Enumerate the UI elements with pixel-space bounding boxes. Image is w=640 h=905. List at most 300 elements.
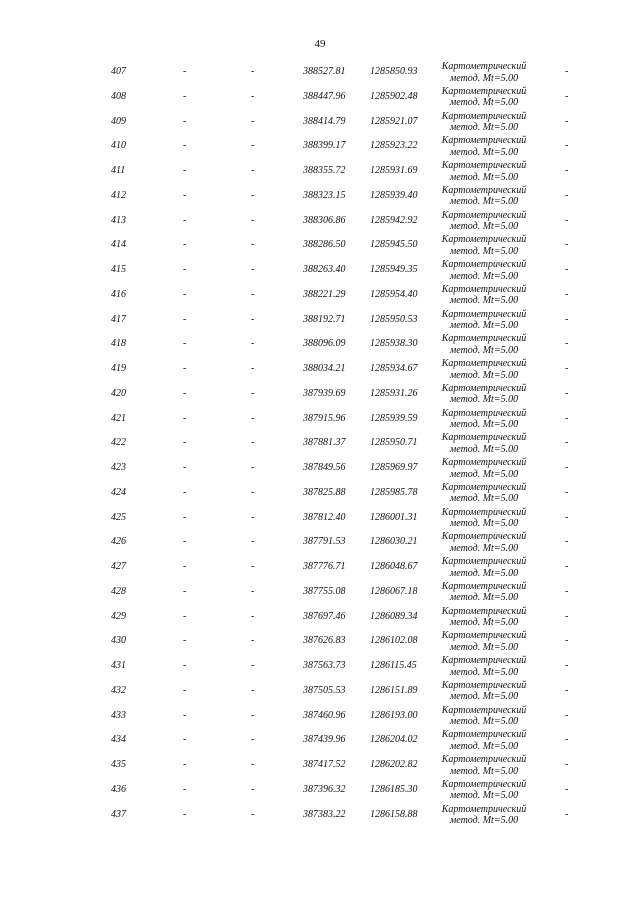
method-line-2: метод. Mt=5.00 [449,320,519,331]
coordinate-x: 388323.15 [303,189,346,201]
table-row [0,580,640,605]
empty-dash-2: - [251,313,255,325]
coordinate-x: 387755.08 [303,585,346,597]
empty-dash-3: - [565,90,569,102]
table-row [0,308,640,333]
coordinate-x: 388263.40 [303,264,346,275]
empty-dash-1: - [183,511,187,523]
method-cell [424,61,544,84]
method-line-2: метод. Mt=5.00 [449,221,519,232]
table-row [0,629,640,654]
empty-dash-3: - [565,115,569,127]
coordinate-x: 387791.53 [303,536,346,548]
coordinate-x: 388221.29 [303,288,346,300]
method-line-2: метод. Mt=5.00 [449,567,519,579]
method-line-2: метод. Mt=5.00 [449,592,519,604]
empty-dash-3: - [565,387,569,399]
method-line-1: Картометрический [441,61,527,72]
empty-dash-2: - [251,140,255,152]
coordinate-y: 1286001.31 [370,511,418,523]
method-line-1: Картометрический [441,778,527,790]
point-number: 420 [111,387,126,399]
method-line-2: метод. Mt=5.00 [449,790,519,802]
point-number: 418 [111,338,126,350]
coordinate-y: 1286048.67 [370,561,418,572]
coordinate-y: 1286030.21 [370,536,418,548]
empty-dash-2: - [251,511,255,523]
method-line-2: метод. Mt=5.00 [449,295,519,307]
method-cell [424,804,544,827]
empty-dash-1: - [183,115,187,127]
empty-dash-3: - [565,214,569,226]
coordinate-y: 1286204.02 [370,734,418,746]
point-number: 410 [111,140,126,152]
method-line-2: метод. Mt=5.00 [449,641,519,653]
method-line-2: метод. Mt=5.00 [449,542,519,554]
point-number: 408 [111,90,126,102]
empty-dash-3: - [565,189,569,201]
method-cell [424,86,544,109]
coordinate-x: 388399.17 [303,140,346,152]
method-line-1: Картометрический [441,160,527,171]
method-line-1: Картометрический [441,457,527,468]
coordinates-table [0,60,640,827]
empty-dash-3: - [565,363,569,374]
empty-dash-2: - [251,115,255,127]
method-line-1: Картометрический [441,184,527,196]
method-line-1: Картометрический [441,110,527,122]
empty-dash-1: - [183,660,187,671]
coordinate-y: 1286089.34 [370,610,418,622]
method-line-1: Картометрический [441,283,527,295]
table-row [0,481,640,506]
method-cell [424,606,544,629]
table-row [0,85,640,110]
empty-dash-3: - [565,437,569,449]
coordinate-y: 1286115.45 [370,660,417,671]
method-cell [424,556,544,579]
table-row [0,233,640,258]
empty-dash-1: - [183,783,187,795]
empty-dash-3: - [565,66,569,77]
table-row [0,456,640,481]
empty-dash-3: - [565,783,569,795]
coordinate-y: 1285902.48 [370,90,418,102]
method-line-2: метод. Mt=5.00 [449,666,519,678]
empty-dash-3: - [565,759,569,770]
empty-dash-2: - [251,486,255,498]
coordinate-y: 1285939.59 [370,412,418,424]
method-cell [424,581,544,604]
method-cell [424,507,544,530]
coordinate-x: 387626.83 [303,635,346,647]
empty-dash-3: - [565,313,569,325]
empty-dash-1: - [183,363,187,374]
table-row [0,407,640,432]
empty-dash-2: - [251,239,255,251]
coordinate-x: 388096.09 [303,338,346,350]
method-line-2: метод. Mt=5.00 [449,716,519,727]
empty-dash-3: - [565,165,569,176]
table-row [0,110,640,135]
coordinate-x: 387563.73 [303,660,346,671]
table-row [0,357,640,382]
empty-dash-3: - [565,808,569,820]
empty-dash-1: - [183,66,187,77]
empty-dash-1: - [183,486,187,498]
empty-dash-3: - [565,338,569,350]
empty-dash-2: - [251,338,255,350]
method-cell [424,259,544,282]
table-row [0,332,640,357]
empty-dash-3: - [565,684,569,696]
coordinate-y: 1285921.07 [370,115,418,127]
point-number: 423 [111,462,126,473]
point-number: 435 [111,759,126,770]
method-line-2: метод. Mt=5.00 [449,196,519,208]
empty-dash-2: - [251,734,255,746]
point-number: 413 [111,214,126,226]
method-line-1: Картометрический [441,481,527,493]
coordinate-y: 1285950.71 [370,437,418,449]
empty-dash-2: - [251,462,255,473]
coordinate-y: 1286102.08 [370,635,418,647]
method-cell [424,432,544,455]
method-line-1: Картометрический [441,580,527,592]
point-number: 411 [111,165,126,176]
coordinate-x: 387812.40 [303,511,346,523]
page-number: 49 [314,38,326,50]
table-row [0,753,640,778]
point-number: 431 [111,660,126,671]
empty-dash-2: - [251,412,255,424]
method-line-1: Картометрический [441,506,527,518]
coordinate-x: 387849.56 [303,462,346,473]
method-cell [424,210,544,233]
table-row [0,605,640,630]
table-row [0,283,640,308]
table-row [0,209,640,234]
method-cell [424,531,544,554]
method-line-1: Картометрический [441,704,527,716]
empty-dash-2: - [251,783,255,795]
table-row [0,679,640,704]
empty-dash-2: - [251,709,255,721]
method-line-2: метод. Mt=5.00 [449,518,519,529]
table-row [0,134,640,159]
empty-dash-2: - [251,808,255,820]
method-line-1: Картометрический [441,655,527,666]
table-row [0,382,640,407]
coordinate-x: 387439.96 [303,734,346,746]
empty-dash-2: - [251,363,255,374]
empty-dash-2: - [251,288,255,300]
method-cell [424,630,544,653]
method-cell [424,655,544,678]
coordinate-x: 387417.52 [303,759,346,770]
empty-dash-2: - [251,561,255,572]
method-cell [424,309,544,332]
method-line-2: метод. Mt=5.00 [449,617,519,628]
empty-dash-1: - [183,338,187,350]
table-row [0,159,640,184]
empty-dash-3: - [565,561,569,572]
point-number: 421 [111,412,126,424]
method-line-1: Картометрический [441,556,527,567]
method-line-2: метод. Mt=5.00 [449,740,519,752]
empty-dash-1: - [183,214,187,226]
method-cell [424,284,544,307]
coordinate-y: 1286067.18 [370,585,418,597]
empty-dash-1: - [183,759,187,770]
method-line-2: метод. Mt=5.00 [449,443,519,455]
method-cell [424,729,544,752]
empty-dash-1: - [183,585,187,597]
point-number: 415 [111,264,126,275]
empty-dash-1: - [183,561,187,572]
empty-dash-1: - [183,140,187,152]
method-cell [424,135,544,158]
point-number: 407 [111,66,126,77]
empty-dash-2: - [251,264,255,275]
empty-dash-1: - [183,437,187,449]
point-number: 429 [111,610,126,622]
method-line-1: Картометрический [441,432,527,444]
empty-dash-2: - [251,90,255,102]
method-line-2: метод. Mt=5.00 [449,122,519,133]
coordinate-y: 1285985.78 [370,486,418,498]
empty-dash-2: - [251,387,255,399]
empty-dash-3: - [565,239,569,251]
empty-dash-1: - [183,239,187,251]
method-cell [424,185,544,208]
point-number: 436 [111,783,126,795]
empty-dash-1: - [183,189,187,201]
coordinate-x: 387939.69 [303,387,346,399]
method-cell [424,680,544,703]
empty-dash-3: - [565,140,569,152]
table-row [0,60,640,85]
method-line-1: Картометрический [441,605,527,617]
empty-dash-1: - [183,165,187,176]
table-row [0,258,640,283]
method-line-2: метод. Mt=5.00 [449,97,519,109]
coordinate-y: 1285938.30 [370,338,418,350]
method-cell [424,779,544,802]
method-line-2: метод. Mt=5.00 [449,146,519,158]
coordinate-x: 388447.96 [303,90,346,102]
coordinate-y: 1285931.26 [370,387,418,399]
method-line-2: метод. Mt=5.00 [449,765,519,777]
method-line-1: Картометрический [441,729,527,741]
method-cell [424,111,544,134]
empty-dash-1: - [183,90,187,102]
point-number: 432 [111,684,126,696]
coordinate-y: 1285950.53 [370,313,418,325]
method-cell [424,333,544,356]
table-row [0,530,640,555]
empty-dash-3: - [565,536,569,548]
empty-dash-3: - [565,610,569,622]
coordinate-y: 1285934.67 [370,363,418,374]
point-number: 437 [111,808,126,820]
empty-dash-3: - [565,288,569,300]
method-line-2: метод. Mt=5.00 [449,245,519,257]
point-number: 412 [111,189,126,201]
coordinate-x: 387776.71 [303,561,346,572]
method-cell [424,482,544,505]
method-line-2: метод. Mt=5.00 [449,394,519,406]
empty-dash-3: - [565,462,569,473]
coordinate-x: 388034.21 [303,363,346,374]
coordinate-y: 1286158.88 [370,808,418,820]
method-cell [424,457,544,480]
empty-dash-1: - [183,610,187,622]
method-line-2: метод. Mt=5.00 [449,369,519,381]
empty-dash-1: - [183,462,187,473]
coordinate-y: 1286185.30 [370,783,418,795]
method-line-1: Картометрический [441,308,527,320]
point-number: 424 [111,486,126,498]
coordinate-x: 388192.71 [303,313,346,325]
empty-dash-1: - [183,387,187,399]
coordinate-y: 1285954.40 [370,288,418,300]
point-number: 417 [111,313,126,325]
empty-dash-3: - [565,412,569,424]
method-line-1: Картометрический [441,531,527,543]
coordinate-x: 388286.50 [303,239,346,251]
method-line-1: Картометрический [441,259,527,270]
coordinate-y: 1286151.89 [370,684,418,696]
empty-dash-2: - [251,610,255,622]
empty-dash-1: - [183,684,187,696]
empty-dash-2: - [251,635,255,647]
empty-dash-1: - [183,264,187,275]
point-number: 430 [111,635,126,647]
coordinate-x: 388527.81 [303,66,346,77]
coordinate-y: 1285945.50 [370,239,418,251]
method-line-2: метод. Mt=5.00 [449,815,519,826]
method-line-2: метод. Mt=5.00 [449,493,519,505]
method-cell [424,234,544,257]
empty-dash-3: - [565,660,569,671]
table-row [0,184,640,209]
method-line-1: Картометрический [441,333,527,345]
empty-dash-1: - [183,288,187,300]
method-line-1: Картометрический [441,679,527,691]
coordinate-x: 388306.86 [303,214,346,226]
coordinate-x: 387396.32 [303,783,346,795]
point-number: 426 [111,536,126,548]
coordinate-y: 1285931.69 [370,165,418,176]
coordinate-x: 387697.46 [303,610,346,622]
coordinate-x: 387383.22 [303,808,346,820]
coordinate-y: 1286202.82 [370,759,418,770]
point-number: 434 [111,734,126,746]
empty-dash-1: - [183,313,187,325]
empty-dash-1: - [183,709,187,721]
empty-dash-3: - [565,511,569,523]
empty-dash-3: - [565,734,569,746]
method-line-1: Картометрический [441,209,527,221]
method-cell [424,408,544,431]
method-line-2: метод. Mt=5.00 [449,691,519,703]
method-cell [424,358,544,381]
coordinate-y: 1286193.00 [370,709,418,721]
table-row [0,506,640,531]
coordinate-x: 388355.72 [303,165,346,176]
method-line-2: метод. Mt=5.00 [449,171,519,183]
table-row [0,728,640,753]
empty-dash-1: - [183,412,187,424]
coordinate-x: 387915.96 [303,412,346,424]
empty-dash-1: - [183,536,187,548]
coordinate-x: 387460.96 [303,709,346,721]
method-line-1: Картометрический [441,234,527,246]
method-line-2: метод. Mt=5.00 [449,419,519,430]
method-line-1: Картометрический [441,803,527,815]
coordinate-y: 1285923.22 [370,140,418,152]
empty-dash-2: - [251,585,255,597]
coordinate-x: 387881.37 [303,437,346,449]
empty-dash-3: - [565,709,569,721]
method-line-2: метод. Mt=5.00 [449,344,519,356]
point-number: 414 [111,239,126,251]
point-number: 422 [111,437,126,449]
empty-dash-3: - [565,635,569,647]
coordinate-y: 1285949.35 [370,264,418,275]
point-number: 428 [111,585,126,597]
empty-dash-3: - [565,585,569,597]
coordinate-x: 387505.53 [303,684,346,696]
point-number: 416 [111,288,126,300]
table-row [0,654,640,679]
table-row [0,704,640,729]
coordinate-y: 1285939.40 [370,189,418,201]
empty-dash-2: - [251,66,255,77]
method-cell [424,160,544,183]
point-number: 409 [111,115,126,127]
table-row [0,555,640,580]
table-row [0,431,640,456]
method-line-1: Картометрический [441,135,527,147]
method-line-1: Картометрический [441,358,527,369]
empty-dash-1: - [183,734,187,746]
empty-dash-1: - [183,808,187,820]
point-number: 425 [111,511,126,523]
method-cell [424,383,544,406]
coordinate-y: 1285942.92 [370,214,418,226]
empty-dash-3: - [565,486,569,498]
method-line-1: Картометрический [441,407,527,419]
method-line-1: Картометрический [441,754,527,765]
empty-dash-2: - [251,660,255,671]
empty-dash-2: - [251,536,255,548]
empty-dash-2: - [251,165,255,176]
method-line-2: метод. Mt=5.00 [449,72,519,84]
empty-dash-2: - [251,437,255,449]
coordinate-x: 387825.88 [303,486,346,498]
method-cell [424,705,544,728]
empty-dash-2: - [251,759,255,770]
method-line-1: Картометрический [441,382,527,394]
coordinate-y: 1285850.93 [370,66,418,77]
table-row [0,778,640,803]
empty-dash-2: - [251,684,255,696]
method-line-2: метод. Mt=5.00 [449,270,519,282]
empty-dash-1: - [183,635,187,647]
empty-dash-3: - [565,264,569,275]
